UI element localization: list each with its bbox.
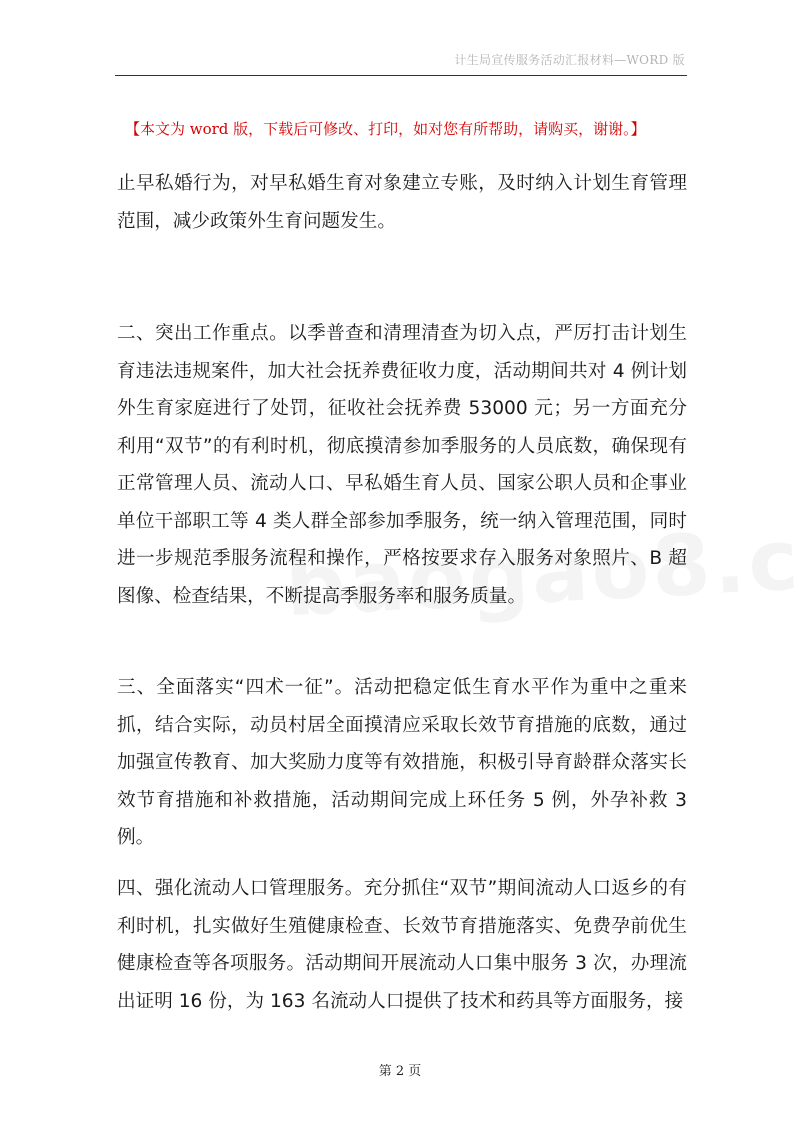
page-number: 第 2 页 bbox=[378, 1064, 422, 1079]
paragraph-text: 二、突出工作重点。以季普查和清理清查为切入点，严厉打击计划生育违法违规案件，加大社会抚养费征收力度，活动期间共对 4 例计划外生育家庭进行了处罚，征收社会抚养费 53000 元；另一方面充分利用“双节”的有利时机，彻底摸清参加季服务的人员底数，确保现有正常管理人员、流动人口、早私婚生育人员、国家公职人员和企事业单位干部职工等 4 类人群全部参加季服务，统一纳入管理范围，同时进一步规范季服务流程和操作，严格按要求存入服务对象照片、B 超图像、检查结果，不断提高季服务率和服务质量。 bbox=[117, 323, 687, 607]
paragraph-1 bbox=[117, 165, 687, 240]
paragraph-4 bbox=[117, 870, 687, 1020]
paragraph-text: 止早私婚行为，对早私婚生育对象建立专账，及时纳入计划生育管理范围，减少政策外生育问题发生。 bbox=[117, 173, 687, 232]
paragraph-2 bbox=[117, 315, 687, 615]
page-header-title: 计生局宣传服务活动汇报材料—WORD 版 bbox=[454, 53, 685, 67]
header-divider bbox=[115, 75, 687, 76]
paragraph-text: 三、全面落实“四术一征”。活动把稳定低生育水平作为重中之重来抓，结合实际，动员村居全面摸清应采取长效节育措施的底数，通过加强宣传教育、加大奖励力度等有效措施，积极引导育龄群众落实长效节育措施和补救措施，活动期间完成上环任务 5 例，外孕补救 3 例。 bbox=[117, 677, 687, 848]
paragraph-text: 四、强化流动人口管理服务。充分抓住“双节”期间流动人口返乡的有利时机，扎实做好生殖健康检查、长效节育措施落实、免费孕前优生健康检查等各项服务。活动期间开展流动人口集中服务 3 次，办理流出证明 16 份，为 163 名流动人口提供了技术和药具等方面服务，接 bbox=[117, 878, 687, 1012]
paragraph-3 bbox=[117, 669, 687, 857]
download-notice: 【本文为 word 版，下载后可修改、打印，如对您有所帮助，请购买，谢谢。】 bbox=[125, 120, 646, 138]
